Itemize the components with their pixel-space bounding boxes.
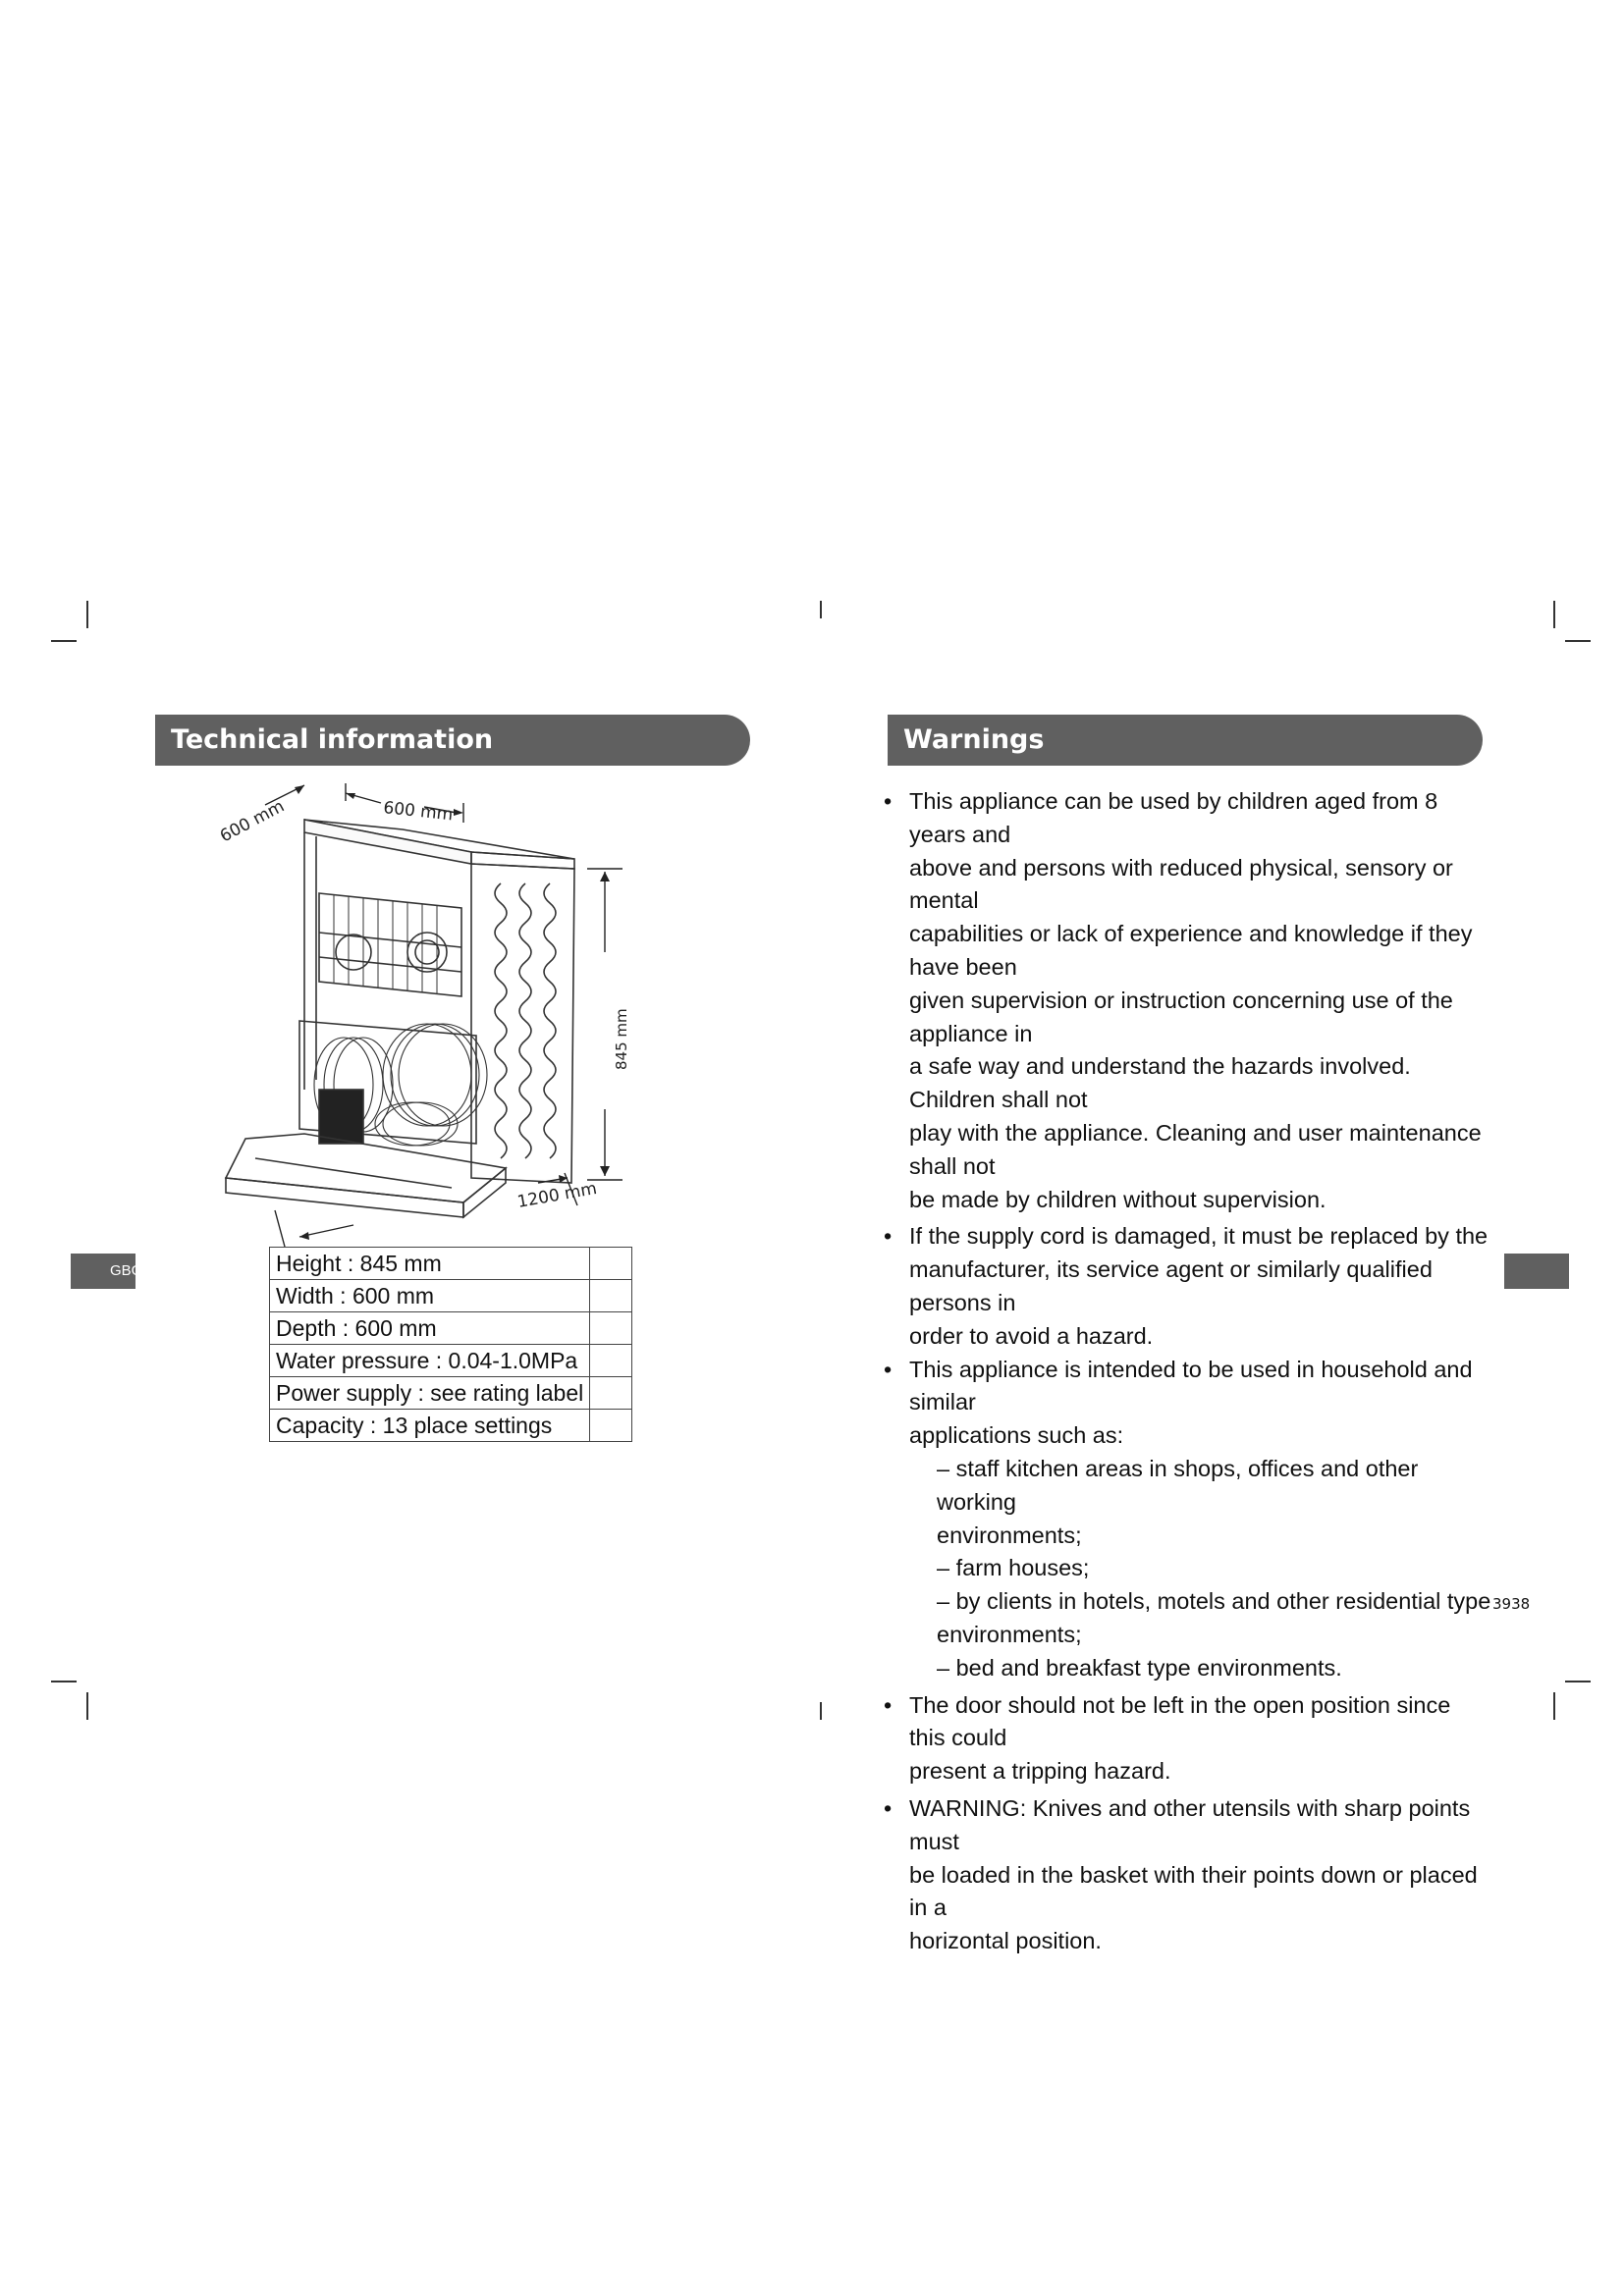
page-number: 3938 bbox=[1492, 1595, 1531, 1613]
spec-capacity: Capacity : 13 place settings bbox=[270, 1410, 590, 1442]
list-item: • This appliance is intended to be used in household and similar applications such as: – staff kitchen areas in shops, offices and other working environments; – farm houses; – by clients in hotels, motels and other residential type environments; – bed and breakfast type environments. bbox=[884, 1354, 1492, 1685]
language-side-tab bbox=[71, 1254, 148, 1289]
table-row bbox=[270, 1410, 632, 1442]
side-tab-right bbox=[1504, 1254, 1569, 1289]
table-row bbox=[270, 1248, 632, 1280]
list-item: • If the supply cord is damaged, it must be replaced by the manufacturer, its service agent or similarly qualified persons in order to avoid a hazard. bbox=[884, 1220, 1492, 1353]
spec-power-supply: Power supply : see rating label bbox=[270, 1377, 590, 1410]
crop-mark bbox=[1565, 640, 1591, 642]
height-label: 845 mm bbox=[613, 1008, 630, 1070]
crop-mark bbox=[1553, 601, 1555, 628]
list-item: • This appliance can be used by children aged from 8 years and above and persons with reduced physical, sensory or mental capabilities or lack of experience and knowledge if they have been given supervision or instruction concerning use of the appliance in a safe way and understand the hazards involved. Children shall not play with the appliance. Cleaning and user maintenance shall not be made by children without supervision. bbox=[884, 785, 1492, 1216]
warnings-list bbox=[884, 785, 1492, 1958]
table-row bbox=[270, 1280, 632, 1312]
warnings-header bbox=[888, 715, 1483, 766]
specifications-table bbox=[269, 1247, 632, 1442]
technical-information-header bbox=[155, 715, 750, 766]
table-row bbox=[270, 1312, 632, 1345]
list-item: • The door should not be left in the open position since this could present a tripping hazard. bbox=[884, 1689, 1492, 1789]
section-title: Warnings bbox=[903, 724, 1045, 755]
list-item: – by clients in hotels, motels and other residential type environments; bbox=[937, 1588, 1491, 1647]
cutlery-basket bbox=[319, 1090, 363, 1144]
crop-mark bbox=[86, 1692, 88, 1720]
dishwasher-diagram bbox=[206, 785, 648, 1247]
section-title: Technical information bbox=[171, 724, 494, 755]
list-item: • WARNING: Knives and other utensils with sharp points must be loaded in the basket with their points down or placed in a horizontal position. bbox=[884, 1792, 1492, 1958]
list-item: – bed and breakfast type environments. bbox=[937, 1654, 1342, 1681]
side-tab-label: GBG( bbox=[110, 1262, 148, 1279]
depth-label: 600 mm bbox=[216, 796, 289, 847]
width-label: 600 mm bbox=[382, 798, 455, 826]
dishwasher-side-panel bbox=[471, 864, 574, 1183]
spec-height: Height : 845 mm bbox=[270, 1248, 590, 1280]
crop-mark bbox=[820, 601, 822, 618]
crop-mark bbox=[51, 1681, 77, 1682]
crop-mark bbox=[51, 640, 77, 642]
table-row bbox=[270, 1345, 632, 1377]
spec-width: Width : 600 mm bbox=[270, 1280, 590, 1312]
spec-water-pressure: Water pressure : 0.04-1.0MPa bbox=[270, 1345, 590, 1377]
crop-mark bbox=[1553, 1692, 1555, 1720]
crop-mark bbox=[1565, 1681, 1591, 1682]
usage-environments-list bbox=[909, 1453, 1492, 1685]
open-depth-label: 1200 mm bbox=[515, 1179, 599, 1212]
list-item: – farm houses; bbox=[937, 1555, 1090, 1581]
spec-depth: Depth : 600 mm bbox=[270, 1312, 590, 1345]
crop-mark bbox=[820, 1702, 822, 1720]
list-item: – staff kitchen areas in shops, offices and other working environments; bbox=[937, 1455, 1419, 1548]
table-row bbox=[270, 1377, 632, 1410]
crop-mark bbox=[86, 601, 88, 628]
